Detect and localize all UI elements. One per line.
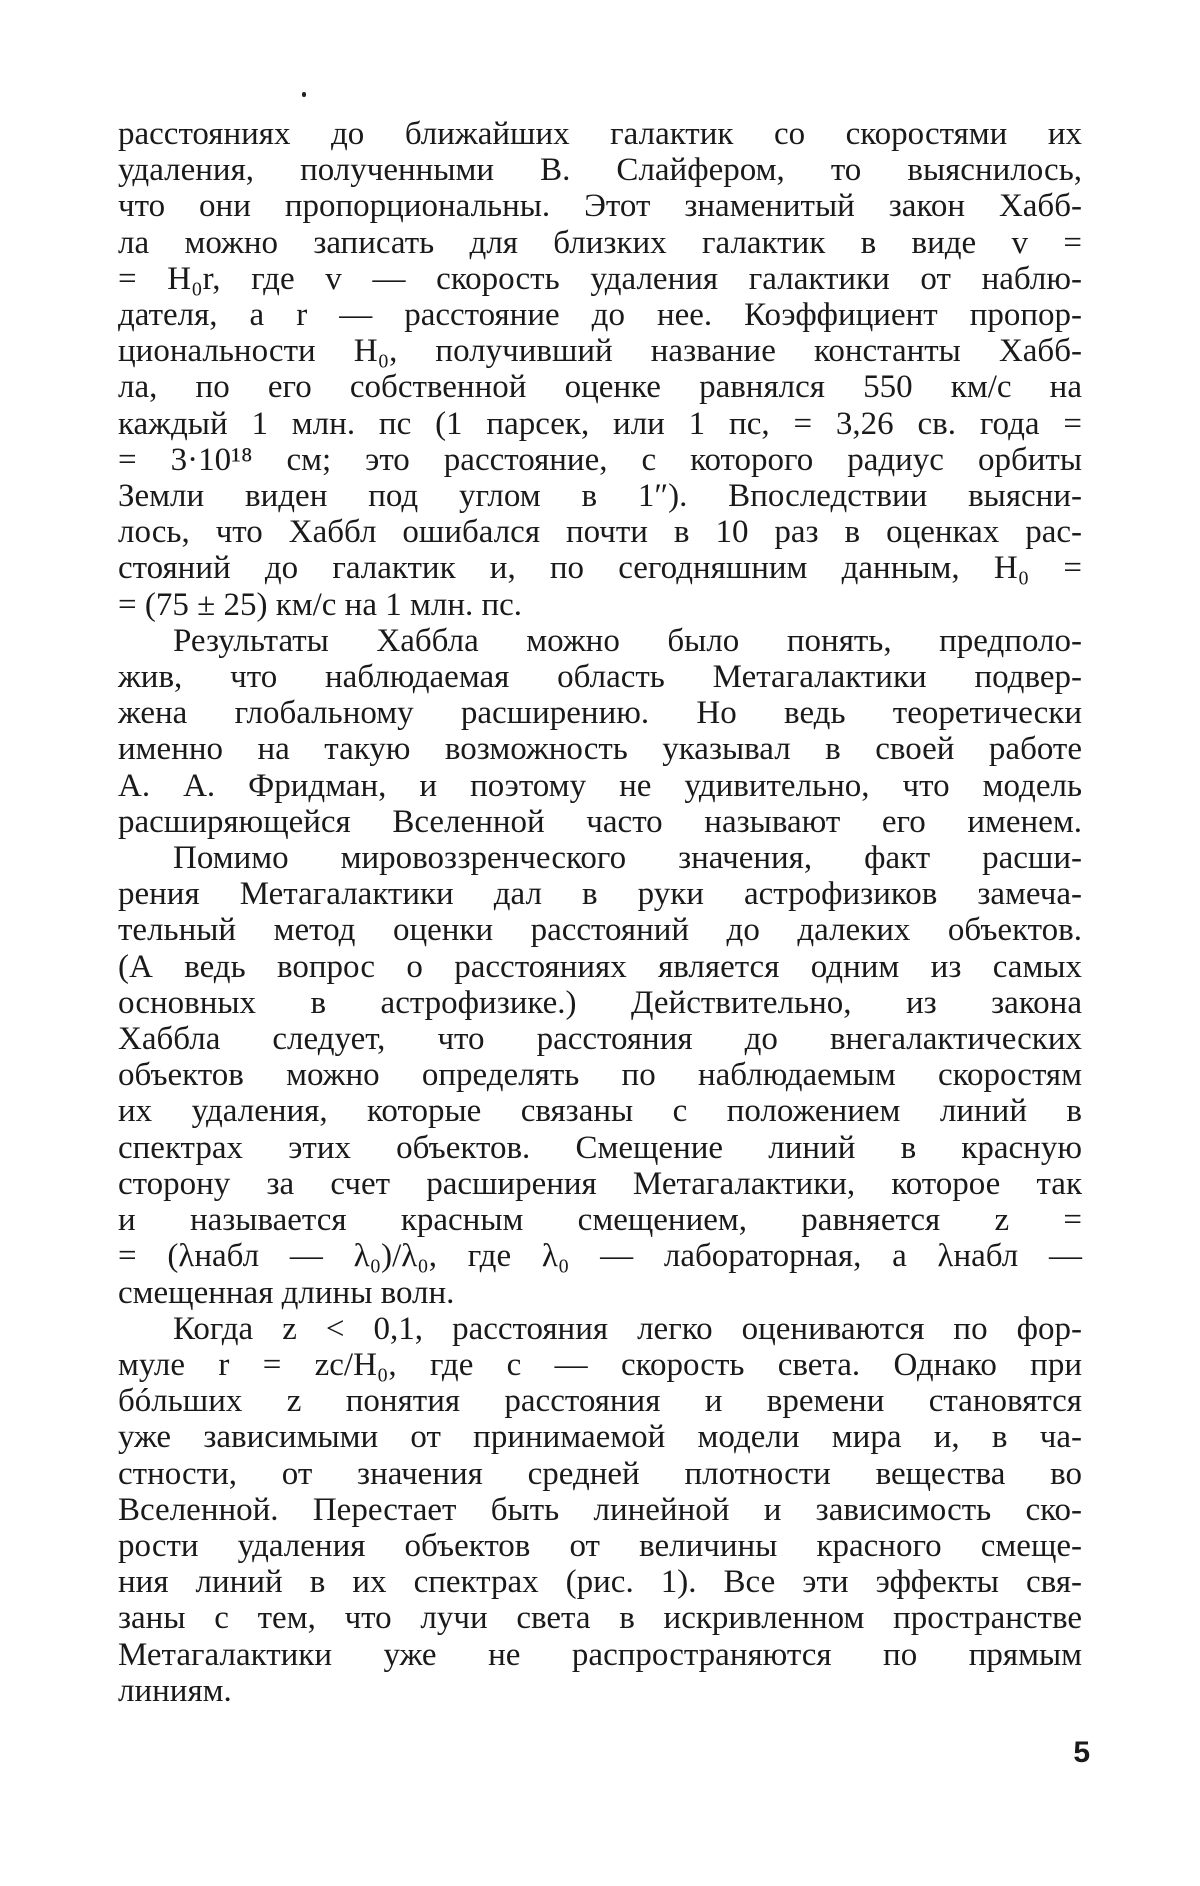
text-line: А. А. Фридман, и поэтому не удивительно, что модель: [118, 767, 1082, 804]
text-line: (А ведь вопрос о расстояниях является одним из самых: [118, 948, 1082, 985]
text-line: каждый 1 млн. пс (1 парсек, или 1 пс, = 3,26 св. года =: [118, 405, 1082, 442]
text-line: Вселенной. Перестает быть линейной и зависимость ско-: [118, 1491, 1082, 1528]
paragraph-1: [118, 116, 1082, 623]
paragraph-4: [118, 1311, 1082, 1709]
text-line: = H₀r, где v — скорость удаления галактики от наблю-: [118, 260, 1082, 297]
page-body: [118, 116, 1082, 1709]
text-line: расширяющейся Вселенной часто называют его именем.: [118, 803, 1082, 840]
text-line: заны с тем, что лучи света в искривленном пространстве: [118, 1600, 1082, 1637]
text-line: = (λнабл — λ₀)/λ₀, где λ₀ — лабораторная, а λнабл —: [118, 1238, 1082, 1275]
text-line: рения Метагалактики дал в руки астрофизиков замеча-: [118, 876, 1082, 913]
text-line: спектрах этих объектов. Смещение линий в красную: [118, 1129, 1082, 1166]
text-line: стояний до галактик и, по сегодняшним данным, H₀ =: [118, 550, 1082, 587]
text-line: Метагалактики уже не распространяются по прямым: [118, 1636, 1082, 1673]
paragraph-3: [118, 840, 1082, 1311]
text-line: и называется красным смещением, равняется z =: [118, 1202, 1082, 1239]
text-line: ния линий в их спектрах (рис. 1). Все эти эффекты свя-: [118, 1564, 1082, 1601]
text-line: бóльших z понятия расстояния и времени становятся: [118, 1383, 1082, 1420]
text-line: = (75 ± 25) км/с на 1 млн. пс.: [118, 586, 523, 623]
text-line: тельный метод оценки расстояний до далеких объектов.: [118, 912, 1082, 949]
text-line: Когда z < 0,1, расстояния легко оцениваются по фор-: [173, 1310, 1082, 1347]
text-line: объектов можно определять по наблюдаемым скоростям: [118, 1057, 1082, 1094]
paragraph-2: [118, 623, 1082, 840]
text-line: ла можно записать для близких галактик в виде v =: [118, 224, 1082, 261]
text-line: циональности H₀, получивший название константы Хабб-: [118, 333, 1082, 370]
text-line: Результаты Хаббла можно было понять, предполо-: [173, 622, 1082, 659]
text-line: дателя, а r — расстояние до нее. Коэффициент пропор-: [118, 297, 1082, 334]
text-line: уже зависимыми от принимаемой модели мира и, в ча-: [118, 1419, 1082, 1456]
text-line: удаления, полученными В. Слайфером, то выяснилось,: [118, 152, 1082, 189]
text-line: лось, что Хаббл ошибался почти в 10 раз в оценках рас-: [118, 514, 1082, 551]
text-line: жив, что наблюдаемая область Метагалактики подвер-: [118, 659, 1082, 696]
text-line: Помимо мировоззренческого значения, факт расши-: [173, 840, 1082, 877]
text-line: линиям.: [118, 1672, 232, 1709]
text-line: сторону за счет расширения Метагалактики, которое так: [118, 1165, 1082, 1202]
page-number: 5: [1073, 1736, 1090, 1769]
text-line: смещенная длины волн.: [118, 1274, 455, 1311]
text-line: стности, от значения средней плотности вещества во: [118, 1455, 1082, 1492]
text-line: расстояниях до ближайших галактик со скоростями их: [118, 116, 1082, 152]
text-line: именно на такую возможность указывал в своей работе: [118, 731, 1082, 768]
text-line: что они пропорциональны. Этот знаменитый закон Хабб-: [118, 188, 1082, 225]
text-line: ла, по его собственной оценке равнялся 550 км/с на: [118, 369, 1082, 406]
text-line: Земли виден под углом в 1″). Впоследствии выясни-: [118, 478, 1082, 515]
text-line: основных в астрофизике.) Действительно, из закона: [118, 984, 1082, 1021]
text-line: Хаббла следует, что расстояния до внегалактических: [118, 1021, 1082, 1058]
text-line: муле r = zc/H₀, где c — скорость света. Однако при: [118, 1346, 1082, 1383]
text-line: жена глобальному расширению. Но ведь теоретически: [118, 695, 1082, 732]
text-line: = 3·10¹⁸ см; это расстояние, с которого радиус орбиты: [118, 441, 1082, 478]
text-line: рости удаления объектов от величины красного смеще-: [118, 1527, 1082, 1564]
ink-speck: [302, 92, 306, 97]
text-line: их удаления, которые связаны с положением линий в: [118, 1093, 1082, 1130]
